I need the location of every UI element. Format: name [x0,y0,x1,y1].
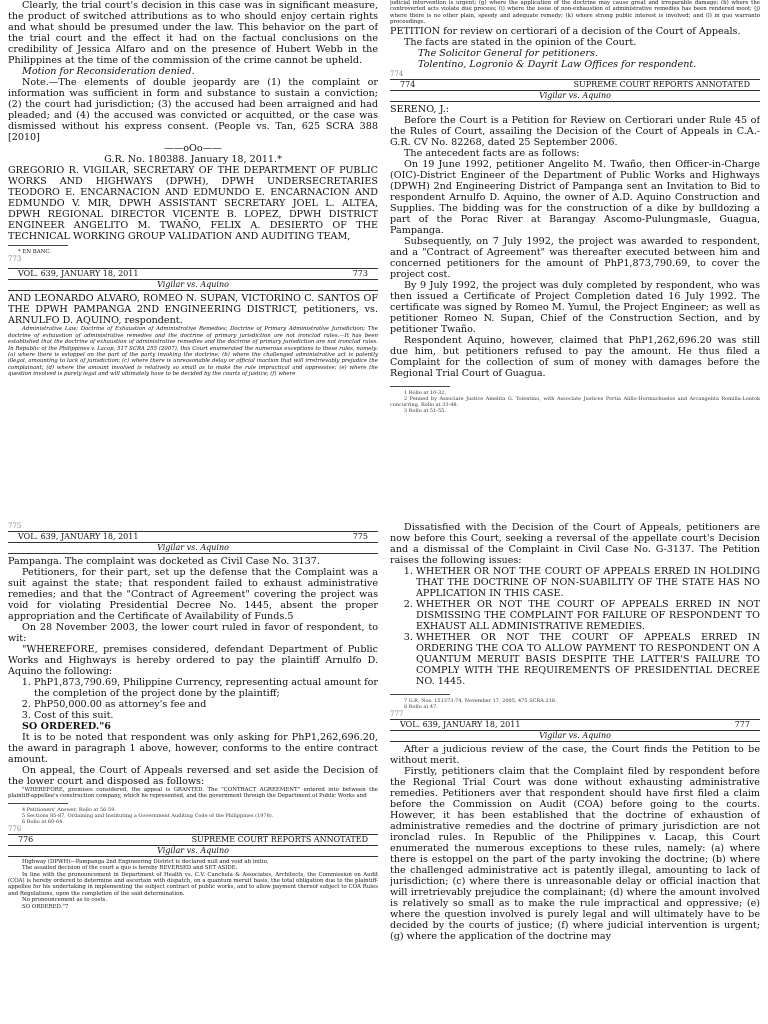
paragraph: On appeal, the Court of Appeals reversed and set aside the Decision of the lower court and disposed as follows: [8,765,378,787]
header-page: 774 [400,79,416,89]
paragraph: Clearly, the trial court's decision in this case was in significant measure, the product of switched attributions as to who should enjoy certain rights and what should be presumed under the law. This behavior on the part of the trial court and the effect it had on the factual conclusions on the credibility of Jessica Alfaro and on the presence of Hubert Webb in the Philippines at the time of the commission of the crime cannot be upheld. [8,0,378,66]
paragraph: Petitioners, for their part, set up the defense that the Complaint was a suit against the state; that respondent failed to exhaust administrative remedies; and that the "Contract of Agreement" covering the project was void for violating Presidential Decree No. 1445, absent the proper appropriation and the Certificate of Availability of Funds.5 [8,567,378,622]
header-publication: SUPREME COURT REPORTS ANNOTATED [191,834,368,844]
so-ordered: SO ORDERED."7 [22,903,69,910]
paragraph: Pampanga. The complaint was docketed as Civil Case No. 3137. [8,556,320,567]
paragraph: Firstly, petitioners claim that the Complaint filed by respondent before the Regional Trial Court was done without exhausting administrative remedies. Petitioners aver that respondent should have first filed a claim before the Commission on Audit (COA) before going to the courts. However, it has been established that the doctrine of exhaustion of administrative remedies and the doctrine of primary jurisdiction are not ironclad rules. In Republic of the Philippines v. Lacap, this Court enumerated the numerous exceptions to these rules, namely: (a) where there is estoppel on the part of the party invoking the doctrine; (b) where the challenged administrative act is patently illegal, amounting to lack of jurisdiction; (c) where there is unreasonable delay or official inaction that will irretrievably prejudice the complainant; (d) where the amount involved is relatively so small as to make the rule impractical and oppressive; (e) where the question involved is purely legal and will ultimately have to be decided by the courts of justice; (f) where judicial intervention is urgent; (g) where the application of the doctrine may [390,766,760,942]
page-label: 773 [8,255,22,264]
page-label: 777 [390,710,404,718]
footnote: * EN BANC. [18,249,51,255]
quoted-decision: No pronouncement as to costs. [22,897,107,904]
so-ordered: SO ORDERED."6 [22,721,111,732]
paragraph: Dissatisfied with the Decision of the Court of Appeals, petitioners are now before this Court, seeking a reversal of the appellate court's Decision and a dismissal of the Complaint in Civil Case No. G-3137. The Petition raises the following issues: [390,522,760,566]
list-item: 2. PhP50,000.00 as attorney's fee and [34,699,378,710]
list-item: 1. WHETHER OR NOT THE COURT OF APPEALS ERRED IN HOLDING THAT THE DOCTRINE OF NON-SUABILITY OF THE STATE HAS NO APPLICATION IN THIS CASE. [416,566,760,599]
running-header [8,268,378,280]
paragraph: Respondent Aquino, however, claimed that PhP1,262,696.20 was still due him, but petitioners refused to pay the amount. He thus filed a Complaint for the collection of sum of money with damages before the Regional Trial Court of Guagua. [390,334,760,379]
footnote: 2 Penned by Associate Justice Amelita G. Tolentino, with Associate Justices Portia Aliño-Hormachuelos and Arcangelita Romilla-Lontok concurring, Rollo at 33-48. [390,395,760,408]
petition-line: PETITION for review on certiorari of a decision of the Court of Appeals. [390,25,741,37]
footnote: 8 Rollo at 47. [404,704,438,710]
syllabus-continued: judicial intervention is urgent; (g) where the application of the doctrine may cause great and irreparable damage; (h) where the controverted acts violate due process; (i) where the issue of non-exhaustion of administrative remedies has been rendered moot; (j) where there is no other plain, speedy and adequate remedy; (k) where strong public interest is involved; and (l) in quo warranto proceedings. [390,0,760,26]
page-774-column [390,0,760,498]
syllabus: Administrative Law; Doctrine of Exhaustion of Administrative Remedies; Doctrine of Primary Administrative Jurisdiction; The doctrine of exhaustion of administrative remedies and the doctrine of primary jurisdiction are not ironclad rules.—It has been established that the doctrine of exhaustion of administrative remedies and the doctrine of primary jurisdiction are not ironclad rules. In Republic of the Philippines v. Lacap, 517 SCRA 255 (2007), this Court enumerated the numerous exceptions to these rules, namely: (a) where there is estoppel on the part of the party invoking the doctrine; (b) where the challenged administrative act is patently illegal, amounting to lack of jurisdiction; (c) where there is unreasonable delay or official inaction that will irretrievably prejudice the complainant; (d) where the amount involved is relatively so small as to make the rule impractical and oppressive; (e) where the question involved is purely legal and will ultimately have to be decided by the courts of justice; (f) where [8,326,378,378]
footnote-rule [390,694,450,695]
parties-continued: AND LEONARDO ALVARO, ROMEO N. SUPAN, VICTORINO C. SANTOS OF THE DPWH PAMPANGA 2ND ENGINEERING DISTRICT, petitioners, vs. ARNULFO D. AQUINO, respondent. [8,293,378,327]
page-label: 774 [390,69,404,78]
page-772-column [8,0,378,498]
paragraph: After a judicious review of the case, the Court finds the Petition to be without merit. [390,744,760,766]
paragraph: By 9 July 1992, the project was duly completed by respondent, who was then issued a Certificate of Project Completion dated 16 July 1992. The certificate was signed by Romeo M. Yumul, the Project Engineer; as well as petitioner Romeo N. Supan, Chief of the Construction Section, and by petitioner Twaño. [390,279,760,335]
footnote: 6 Rollo at 60-64. [22,818,64,825]
footnote: 4 Petitioners' Answer, Rollo at 56-59. [22,806,117,813]
quoted-dispositive: "WHEREFORE, premises considered, defendant Department of Public Works and Highways is hereby ordered to pay the plaintiff Arnulfo D. Aquino the following: [8,644,378,677]
header-case-title: Vigilar vs. Aquino [390,91,760,102]
footnote: 1 Rollo at 10-32. [404,389,446,396]
paragraph: On 19 June 1992, petitioner Angelito M. Twaño, then Officer-in-Charge (OIC)-District Engineer of the Department of Public Works and Highways (DPWH) 2nd Engineering District of Pampanga sent an Invitation to Bid to respondent Arnulfo D. Aquino, the owner of A.D. Aquino Construction and Supplies. The bidding was for the construction of a dike by bulldozing a part of the Porac River at Barangay Ascomo-Pulungmasle, Guagua, Pampanga. [390,158,760,236]
running-header [8,834,378,846]
header-page: 775 [352,532,368,541]
award-list [8,677,378,721]
paragraph: The antecedent facts are as follows: [404,147,580,159]
page-775-column [8,522,378,1024]
note-paragraph: Note.—The elements of double jeopardy are (1) the complaint or information was sufficient in form and substance to sustain a conviction; (2) the court had jurisdiction; (3) the accused had been arraigned and had pleaded; and (4) the accused was convicted or acquitted, or the case was dismissed without his express consent. (People vs. Tan, 625 SCRA 388 [2010] [8,77,378,143]
running-header [390,719,760,731]
footnote: 5 Sections 85-87, Ordaining and Instituting a Government Auditing Code of the Philippines (1978). [22,812,274,819]
footnote-rule [8,803,68,804]
facts-line: The facts are stated in the opinion of the Court. [404,36,637,48]
header-case-title: Vigilar vs. Aquino [8,543,378,554]
quoted-decision: In line with the pronouncement in Department of Health vs. C.V. Canchela & Associates, Architects, the Commission on Audit (COA) is hereby ordered to determine and ascertain with dispatch, on a quantum meruit basis, the total obligation due to the plaintiff-appellee for his undertaking in implementing the subject contract of public works, and to allow payment thereof subject to COA Rules and Regulations, upon the completion of the said determination. [8,871,378,897]
paragraph: On 28 November 2003, the lower court ruled in favor of respondent, to wit: [8,622,378,644]
header-page: 777 [734,720,750,729]
list-item: 2. WHETHER OR NOT THE COURT OF APPEALS ERRED IN NOT DISMISSING THE COMPLAINT FOR FAILURE OF RESPONDENT TO EXHAUST ALL ADMINISTRATIVE REMEDIES. [416,599,760,632]
header-page: 776 [18,834,34,844]
header-volume: VOL. 639, JANUARY 18, 2011 [400,720,521,729]
quoted-decision: "WHEREFORE, premises considered, the appeal is GRANTED. The "CONTRACT AGREEMENT" entered into between the plaintiff-appellee's construction company, which he represented, and the government through the Department of Public Works and [8,787,378,800]
paragraph: It is to be noted that respondent was only asking for PhP1,262,696.20, the award in paragraph 1 above, however, conforms to the entire contract amount. [8,732,378,765]
page-776-column [390,522,760,1024]
motion-line: Motion for Reconsideration denied. [22,66,195,77]
header-page: 773 [352,269,368,279]
footnote-rule [8,245,68,246]
counsel-respondent: Tolentino, Logronio & Dayrit Law Offices for respondent. [418,58,697,70]
parties: GREGORIO R. VIGILAR, SECRETARY OF THE DEPARTMENT OF PUBLIC WORKS AND HIGHWAYS (DPWH), DPWH UNDERSECRETARIES TEODORO E. ENCARNACION AND EDMUNDO E. ENCARNACION AND EDMUNDO V. MIR, DPWH ASSISTANT SECRETARY JOEL L. ALTEA, DPWH REGIONAL DIRECTOR VICENTE B. LOPEZ, DPWH DISTRICT ENGINEER ANGELITO M. TWAÑO, FELIX A. DESIERTO OF THE TECHNICAL WORKING GROUP VALIDATION AND AUDITING TEAM, [8,165,378,242]
paragraph: Subsequently, on 7 July 1992, the project was awarded to respondent, and a "Contract of Agreement" was thereafter executed between him and concerned petitioners for the amount of PhP1,873,790.69, to cover the project cost. [390,235,760,280]
header-case-title: Vigilar vs. Aquino [8,846,378,857]
header-volume: VOL. 639, JANUARY 18, 2011 [18,269,139,279]
gr-number: G.R. No. 180388. January 18, 2011.* [104,154,282,165]
header-case-title: Vigilar vs. Aquino [8,280,378,291]
ponente: SERENO, J.: [390,103,449,115]
header-publication: SUPREME COURT REPORTS ANNOTATED [573,79,750,89]
page-gap [0,498,768,522]
divider: ——oOo—— [164,143,222,154]
footnote: 7 G.R. Nos. 151373-74, November 17, 2005, 475 SCRA 218. [404,698,557,704]
footnote: 3 Rollo at 51-55. [404,407,446,414]
quoted-decision: Highway (DPWH)—Pampanga 2nd Engineering District is declared null and void ab initio. [22,858,269,865]
paragraph: Before the Court is a Petition for Review on Certiorari under Rule 45 of the Rules of Court, assailing the Decision of the Court of Appeals in C.A.-G.R. CV No. 82268, dated 25 September 2006. [390,114,760,148]
list-item: 1. PhP1,873,790.69, Philippine Currency, representing actual amount for the completion of the project done by the plaintiff; [34,677,378,699]
page-label: 775 [8,522,22,530]
page-label: 776 [8,824,22,833]
counsel-petitioners: The Solicitor General for petitioners. [418,47,598,59]
running-header [8,531,378,543]
list-item: 3. WHETHER OR NOT THE COURT OF APPEALS ERRED IN ORDERING THE COA TO ALLOW PAYMENT TO RESPONDENT ON A QUANTUM MERUIT BASIS DESPITE THE LATTER'S FAILURE TO COMPLY WITH THE REQUIREMENTS OF PRESIDENTIAL DECREE NO. 1445. [416,632,760,687]
header-volume: VOL. 639, JANUARY 18, 2011 [18,532,139,541]
quoted-decision: The assailed decision of the court a quo is hereby REVERSED and SET ASIDE. [22,865,238,872]
header-case-title: Vigilar vs. Aquino [390,731,760,742]
issues-list [390,566,760,687]
list-item: 3. Cost of this suit. [34,710,378,721]
running-header [390,79,760,91]
footnote-rule [390,386,450,387]
